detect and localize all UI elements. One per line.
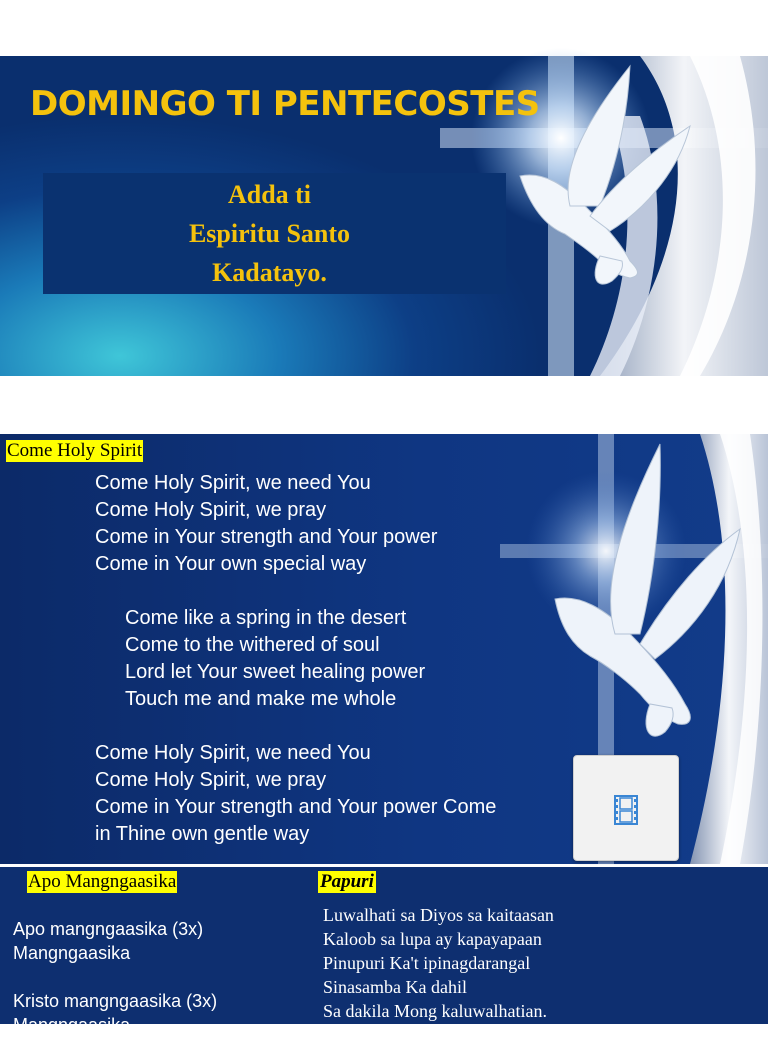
subtitle-line: Espiritu Santo <box>188 219 351 248</box>
lyric-line: Luwalhati sa Diyos sa kaitaasan <box>323 905 554 925</box>
lyric-line: Sinasamba Ka dahil <box>323 977 467 997</box>
lyric-line: Come in Your own special way <box>95 553 367 575</box>
lyric-line: Come Holy Spirit, we need You <box>95 472 371 494</box>
lyrics-slide <box>0 434 768 864</box>
right-lyrics <box>323 903 554 1023</box>
subtitle-box <box>43 173 506 294</box>
lyric-line: Come like a spring in the desert <box>125 607 407 629</box>
lyric-line: Touch me and make me whole <box>125 688 397 710</box>
subtitle-line: Kadatayo. <box>212 258 327 287</box>
lyric-line: Come Holy Spirit, we pray <box>95 499 327 521</box>
lyric-line: Kaloob sa lupa ay kapayapaan <box>323 929 542 949</box>
song-title-label: Apo Mangngaasika <box>28 871 177 892</box>
lyric-line: Come in Your strength and Your power <box>95 526 438 548</box>
lyric-line: Come in Your strength and Your power Come <box>95 796 497 818</box>
subtitle-line: Adda ti <box>227 180 312 209</box>
lyric-line: Apo mangngaasika (3x) <box>13 919 204 939</box>
lyric-line: Come Holy Spirit, we need You <box>95 742 371 764</box>
lyric-line: Lord let Your sweet healing power <box>125 661 426 683</box>
lyric-line: in Thine own gentle way <box>95 823 310 845</box>
lyric-line: Come to the withered of soul <box>125 634 380 656</box>
title-slide <box>0 56 768 376</box>
lyric-line: Pinupuri Ka't ipinagdarangal <box>323 953 531 973</box>
lyric-line: Mangngaasika <box>13 1015 131 1035</box>
left-lyrics <box>13 917 217 1037</box>
lyric-line: Kristo mangngaasika (3x) <box>13 991 218 1011</box>
video-play-button[interactable] <box>573 755 679 861</box>
hymns-slide <box>0 867 768 1035</box>
lyrics-block <box>95 470 496 848</box>
song-title-label: Come Holy Spirit <box>7 440 143 461</box>
lyric-line: Mangngaasika <box>13 943 131 963</box>
film-icon <box>614 795 638 825</box>
lyric-line: Come Holy Spirit, we pray <box>95 769 327 791</box>
slide-title: DOMINGO TI PENTECOSTES <box>30 84 540 124</box>
song-title-label: Papuri <box>320 871 374 892</box>
lyric-line: Sa dakila Mong kaluwalhatian. <box>323 1001 547 1021</box>
